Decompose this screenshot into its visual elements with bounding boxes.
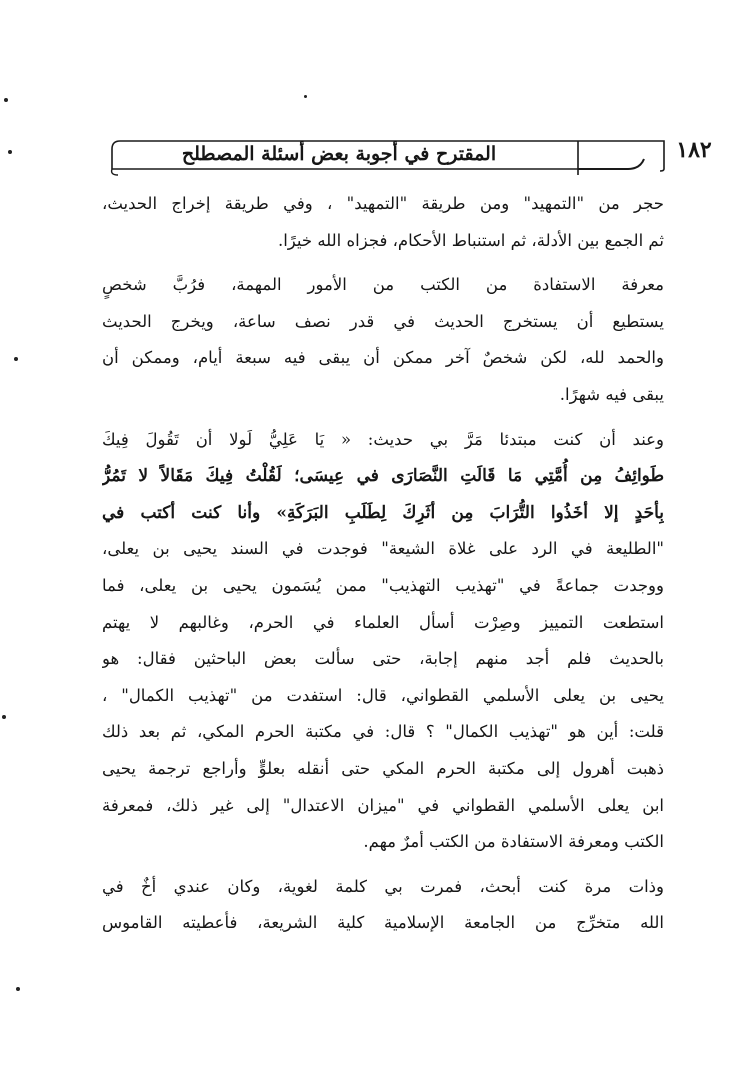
hadith-quote-line: بِأحَدٍ إلا أخَذُوا التُّرَابَ مِن أثَرِكَ لِطَلَبِ البَرَكَةِ» وأنا كنت أكتب في (102, 502, 664, 523)
text-line: وذات مرة كنت أبحث، فمرت بي كلمة لغوية، وكان عندي أخٌ في (102, 876, 664, 896)
text-line: حجر من "التمهيد" ومن طريقة "التمهيد" ، وفي طريقة إخراج الحديث، (102, 194, 664, 213)
text-line: ابن يعلى الأسلمي القطواني في "ميزان الاعتدال" إلى غير ذلك، فمعرفة (102, 795, 664, 815)
text-line: يستطيع أن يستخرج الحديث في قدر نصف ساعة، ويخرج الحديث (102, 311, 664, 331)
page-number: ١٨٢ (676, 137, 712, 163)
scan-speck (2, 715, 6, 719)
text-line: يبقى فيه شهرًا. (559, 384, 664, 404)
text-line: يحيى بن يعلى الأسلمي القطواني، قال: استفدت من "تهذيب الكمال" ، (102, 685, 664, 705)
scan-speck (4, 98, 8, 102)
text-line: قلت: أين هو "تهذيب الكمال" ؟ قال: في مكتبة الحرم المكي، ثم بعد ذلك (102, 722, 664, 742)
page-header (108, 135, 712, 179)
scan-speck (16, 987, 20, 991)
hadith-quote-line: طَوائِفُ مِن أُمَّتِي مَا قَالَتِ النَّصَارَى في عِيسَى؛ لَقُلْتُ فِيكَ مَقَالاً لا تَمُرُّ (102, 466, 664, 487)
text-line: استطعت التمييز وصِرْت أسأل العلماء في الحرم، وغالبهم لا يهتم (102, 612, 664, 632)
scan-speck (14, 357, 18, 361)
text-line: وعند أن كنت مبتدئا مَرَّ بي حديث: « يَا عَلِيُّ لَولا أن تَقُولَ فِيكَ (102, 429, 664, 449)
text-line: بالحديث فلم أجد منهم إجابة، حتى سألت بعض الباحثين فقال: هو (102, 649, 664, 669)
text-line: ووجدت جماعةً في "تهذيب التهذيب" ممن يُسَمون يحيى بن يعلى، فما (102, 575, 664, 595)
text-line: معرفة الاستفادة من الكتب من الأمور المهمة، فرُبَّ شخصٍ (102, 275, 664, 295)
scan-speck (304, 95, 307, 98)
running-title: المقترح في أجوبة بعض أسئلة المصطلح (181, 143, 497, 165)
text-line: الكتب ومعرفة الاستفادة من الكتب أمرٌ مهم. (363, 832, 664, 852)
scan-speck (8, 150, 12, 154)
text-line: "الطليعة في الرد على غلاة الشيعة" فوجدت في السند يحيى بن يعلى، (102, 539, 664, 559)
text-line: الله متخرِّج من الجامعة الإسلامية كلية الشريعة، فأعطيته القاموس (102, 913, 664, 933)
text-line: والحمد لله، لكن شخصٌ آخر ممكن أن يبقى فيه سبعة أيام، وممكن أن (102, 348, 664, 368)
text-line: ثم الجمع بين الأدلة، ثم استنباط الأحكام، فجزاه الله خيرًا. (277, 230, 664, 250)
text-line: ذهبت أهرول إلى مكتبة الحرم المكي حتى أنقله بعلوٍّ وأراجع ترجمة يحيى (102, 758, 664, 778)
body-text (102, 186, 664, 942)
